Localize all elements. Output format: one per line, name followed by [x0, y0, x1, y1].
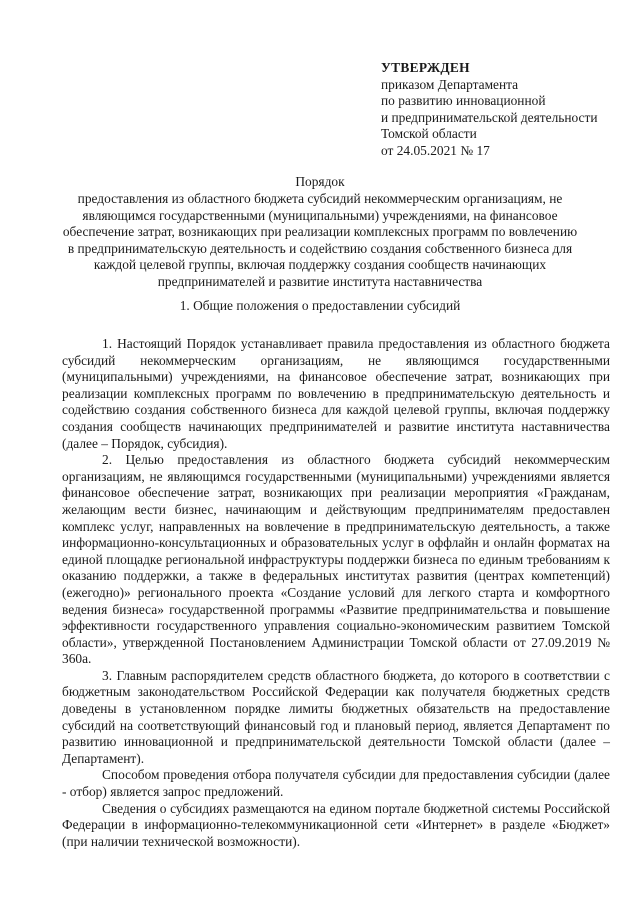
approval-line: и предпринимательской деятельности: [381, 109, 598, 125]
paragraph-publication-info: Сведения о субсидиях размещаются на едином портале бюджетной системы Российской Федерации в информационно-телекоммуникационной сети «Интернет» в разделе «Бюджет» (при наличии технической возможности).: [62, 800, 610, 849]
approval-stamp-block: [381, 60, 631, 160]
paragraph-1: 1. Настоящий Порядок устанавливает правила предоставления из областного бюджета субсидий некоммерческим организациям, не являющимся государственными (муниципальными) учреждениями, на финансовое обеспечение затрат, возникающих при реализации комплексных программ по вовлечению в предпринимательскую деятельность и содействию создания собственного бизнеса для каждой целевой группы, включая поддержку создания сообществ начинающих предпринимателей и развитие института наставничества (далее – Порядок, субсидия).: [62, 336, 610, 451]
subtitle-line: каждой целевой группы, включая поддержку создания сообществ начинающих: [93, 257, 547, 273]
subtitle-line: в предпринимательскую деятельность и содействию создания собственного бизнеса для: [67, 240, 573, 256]
paragraph-2: 2. Целью предоставления из областного бюджета субсидий некоммерческим организациям, не являющимся государственными (муниципальными) учреждениями является финансовое обеспечение затрат, возникающих при реализации мероприятия «Гражданам, желающим вести бизнес, начинающим и действующим предпринимателям предоставлен комплекс услуг, направленных на вовлечение в предпринимательскую деятельность, а также информационно-консультационных и образовательных услуг в оффлайн и онлайн форматах на единой площадке региональной инфраструктуры поддержки бизнеса по единым требованиям к оказанию поддержки, а также в федеральных институтах развития (центрах компетенций) (ежегодно)» регионального проекта «Создание условий для легкого старта и комфортного ведения бизнеса» государственной программы «Развитие предпринимательства и повышение эффективности государственного управления социально-экономическим развитием Томской области», утвержденной Постановлением Администрации Томской области от 27.09.2019 № 360а.: [62, 452, 610, 667]
document-body: [62, 336, 610, 850]
subtitle-line: предпринимателей и развитие института наставничества: [157, 273, 483, 289]
document-subtitle: [60, 191, 580, 291]
approval-line: по развитию инновационной: [381, 93, 546, 109]
approval-heading: УТВЕРЖДЕН: [381, 60, 470, 75]
approval-line: приказом Департамента: [381, 76, 519, 92]
approval-line: Томской области: [381, 126, 477, 142]
paragraph-selection-method: Способом проведения отбора получателя субсидии для предоставления субсидии (далее - отбор) является запрос предложений.: [62, 767, 610, 800]
section-heading: 1. Общие положения о предоставлении субсидий: [179, 298, 461, 313]
subtitle-line: обеспечение затрат, возникающих при реализации комплексных программ по вовлечению: [62, 224, 578, 240]
approval-line: от 24.05.2021 № 17: [381, 142, 490, 158]
subtitle-line: предоставления из областного бюджета субсидий некоммерческим организациям, не: [77, 191, 563, 206]
paragraph-3: 3. Главным распорядителем средств областного бюджета, до которого в соответствии с бюджетным законодательством Российской Федерации как получателя бюджетных средств доведены в установленном порядке лимиты бюджетных обязательств на предоставление субсидий на соответствующий финансовый год и плановый период, является Департамент по развитию инновационной и предпринимательской деятельности Томской области (далее – Департамент).: [62, 667, 610, 766]
subtitle-line: являющимся государственными (муниципальными) учреждениями, на финансовое: [82, 207, 558, 223]
document-title: Порядок: [295, 174, 345, 189]
